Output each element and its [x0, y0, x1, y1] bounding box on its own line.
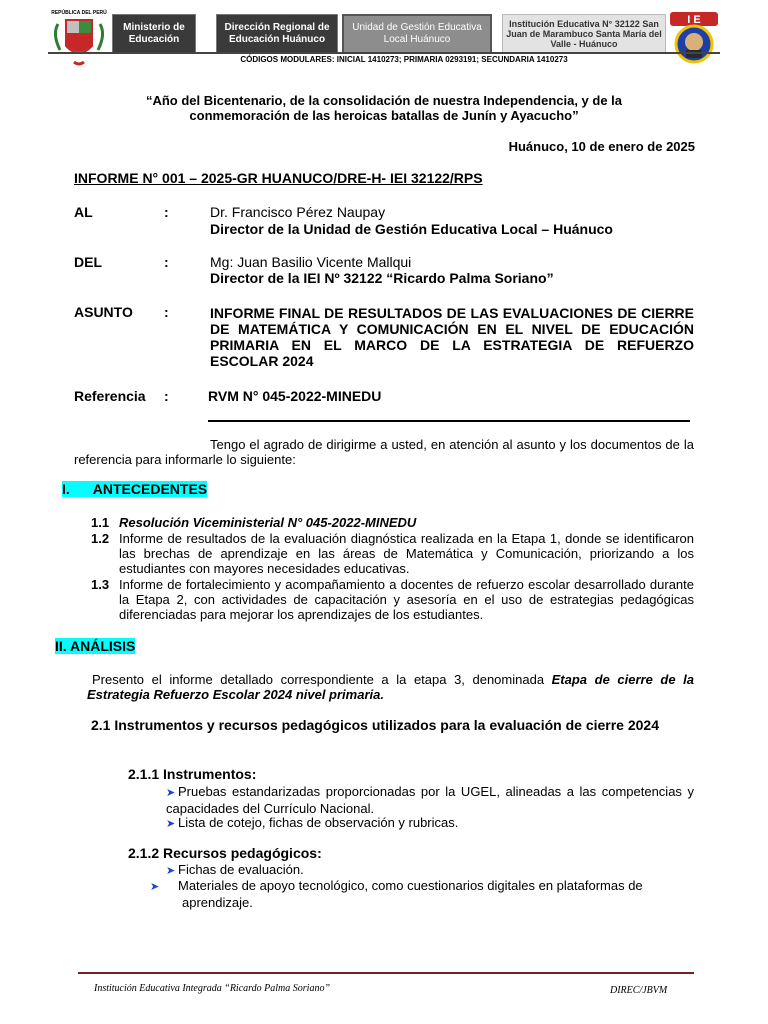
from-name: Mg: Juan Basilio Vicente Mallqui — [210, 254, 412, 270]
year-motto: “Año del Bicentenario, de la consolidación de nuestra Independencia, y de la conmemoración de las heroicas batallas de Junín y Ayacucho” — [145, 93, 623, 123]
ie-logo-text: I E — [687, 14, 701, 26]
subject-text: INFORME FINAL DE RESULTADOS DE LAS EVALUACIONES DE CIERRE DE MATEMÁTICA Y COMUNICACIÓN EN EL NIVEL DE EDUCACIÓN PRIMARIA EN EL MARCO DE LA ESTRATEGIA DE REFUERZO ESCOLAR 2024 — [210, 305, 694, 369]
resource-item-1-text: Fichas de evaluación. — [178, 862, 304, 877]
ministry-pill: Ministerio de Educación — [112, 14, 196, 54]
section-heading-antecedentes: ANTECEDENTES — [92, 481, 208, 497]
resource-item-2 — [150, 878, 694, 910]
item-1-3-number: 1.3 — [91, 577, 110, 592]
footer-institution: Institución Educativa Integrada “Ricardo Palma Soriano” — [94, 983, 331, 994]
subject-colon: : — [164, 304, 169, 320]
item-1-1-text: Resolución Viceministerial N° 045-2022-MINEDU — [119, 515, 417, 530]
section-analisis — [55, 639, 135, 654]
place-date: Huánuco, 10 de enero de 2025 — [508, 139, 695, 154]
arrow-right-icon: ➤ — [166, 865, 176, 877]
item-1-1-number: 1.1 — [91, 515, 110, 530]
reference-text: RVM N° 045-2022-MINEDU — [208, 388, 382, 404]
to-colon: : — [164, 204, 169, 220]
reference-underline — [208, 420, 690, 422]
reference-label: Referencia — [74, 388, 146, 404]
reference-colon: : — [164, 388, 169, 404]
analisis-intro — [87, 672, 694, 702]
institution-pill: Institución Educativa N° 32122 San Juan de Marambuco Santa María del Valle - Huánuco — [502, 14, 666, 54]
subsection-2-1: 2.1 Instrumentos y recursos pedagógicos utilizados para la evaluación de cierre 2024 — [91, 717, 659, 733]
arrow-right-icon: ➤ — [150, 881, 160, 893]
resource-item-1 — [166, 862, 694, 879]
arrow-right-icon: ➤ — [166, 818, 176, 830]
item-1-2-text: Informe de resultados de la evaluación diagnóstica realizada en la Etapa 1, donde se identificaron las brechas de aprendizaje en las áreas de Matemática y Comunicación, priorizando a los estudiantes con mayores necesidades educativas. — [119, 531, 694, 576]
dre-pill: Dirección Regional de Educación Huánuco — [216, 14, 338, 54]
instrument-item-1 — [166, 784, 694, 816]
to-role: Director de la Unidad de Gestión Educativa Local – Huánuco — [210, 221, 613, 237]
shield-text: REPÚBLICA DEL PERÚ — [51, 10, 107, 16]
section-number-1: I. — [62, 481, 70, 497]
analisis-intro-plain: Presento el informe detallado correspondiente a la etapa 3, denominada — [92, 672, 552, 687]
subsection-2-1-1: 2.1.1 Instrumentos: — [128, 766, 257, 782]
footer-rule — [78, 972, 694, 974]
to-label: AL — [74, 204, 93, 220]
footer-initials: DIREC/JBVM — [610, 985, 668, 996]
ugel-pill: Unidad de Gestión Educativa Local Huánuco — [342, 14, 492, 54]
arrow-right-icon: ➤ — [166, 787, 176, 799]
section-heading-analisis: II. ANÁLISIS — [55, 638, 136, 654]
resource-item-2-text: Materiales de apoyo tecnológico, como cuestionarios digitales en plataformas de aprendizaje. — [178, 878, 643, 910]
to-name: Dr. Francisco Pérez Naupay — [210, 204, 386, 220]
from-colon: : — [164, 254, 169, 270]
item-1-3-text: Informe de fortalecimiento y acompañamiento a docentes de refuerzo escolar desarrollado durante la Etapa 2, con actividades de capacitación y asesoría en el uso de estrategias pedagógicas diferenciadas para mejorar los aprendizajes de los estudiantes. — [119, 577, 694, 622]
instrument-item-2 — [166, 815, 694, 832]
analisis-intro-emphasis: Etapa de cierre de la Estrategia Refuerzo Escolar 2024 nivel primaria. — [87, 672, 694, 702]
item-1-2-number: 1.2 — [91, 531, 110, 546]
section-antecedentes — [62, 482, 207, 497]
from-role: Director de la IEI Nº 32122 “Ricardo Palma Soriano” — [210, 270, 554, 286]
subject-label: ASUNTO — [74, 304, 133, 320]
modular-codes: CÓDIGOS MODULARES: INICIAL 1410273; PRIMARIA 0293191; SECUNDARIA 1410273 — [48, 52, 720, 66]
instrument-item-1-text: Pruebas estandarizadas proporcionadas por la UGEL, alineadas a las competencias y capacidades del Currículo Nacional. — [166, 784, 694, 816]
intro-paragraph: Tengo el agrado de dirigirme a usted, en atención al asunto y los documentos de la referencia para informarle lo siguiente: — [74, 437, 694, 467]
instrument-item-2-text: Lista de cotejo, fichas de observación y rubricas. — [178, 815, 459, 830]
subsection-2-1-2: 2.1.2 Recursos pedagógicos: — [128, 845, 322, 861]
from-label: DEL — [74, 254, 102, 270]
report-title: INFORME N° 001 – 2025-GR HUANUCO/DRE-H- IEI 32122/RPS — [74, 170, 483, 186]
